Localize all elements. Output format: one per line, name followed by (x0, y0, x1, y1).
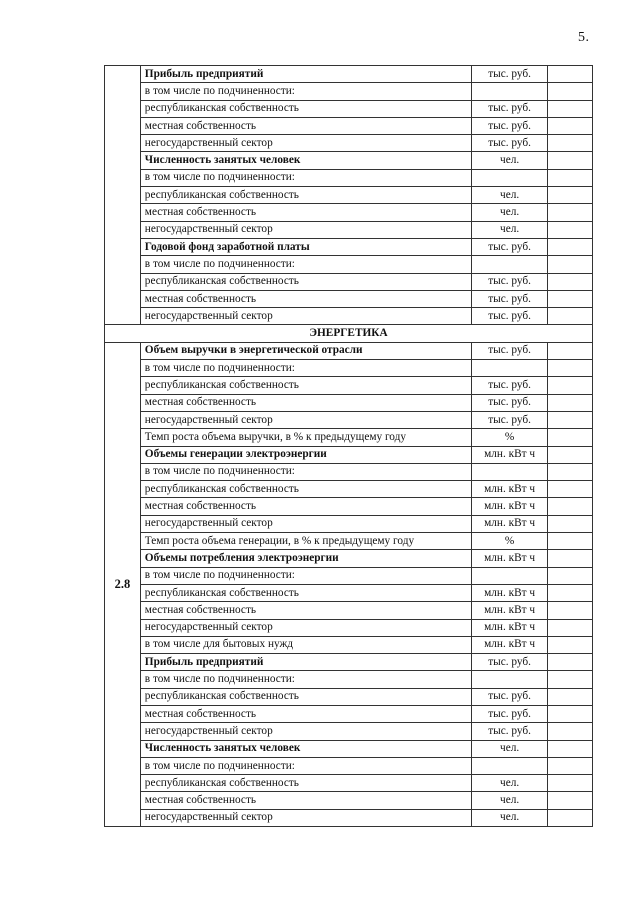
indicator-name-cell: местная собственность (140, 204, 471, 221)
indicator-name-cell: республиканская собственность (140, 688, 471, 705)
section-number-cell: 2.8 (105, 342, 141, 826)
unit-cell: млн. кВт ч (472, 619, 548, 636)
unit-cell: тыс. руб. (472, 273, 548, 290)
indicator-heading-cell: Объемы генерации электроэнергии (140, 446, 471, 463)
unit-cell (472, 83, 548, 100)
indicator-name-cell: местная собственность (140, 117, 471, 134)
indicator-name-cell: в том числе по подчиненности: (140, 463, 471, 480)
unit-cell: тыс. руб. (472, 411, 548, 428)
table-row (105, 221, 593, 238)
table-row (105, 671, 593, 688)
indicator-name-cell: в том числе по подчиненности: (140, 256, 471, 273)
value-cell (547, 100, 592, 117)
unit-cell: млн. кВт ч (472, 481, 548, 498)
table-row (105, 394, 593, 411)
value-cell (547, 533, 592, 550)
indicator-name-cell: негосударственный сектор (140, 411, 471, 428)
value-cell (547, 550, 592, 567)
indicator-name-cell: республиканская собственность (140, 377, 471, 394)
table-row (105, 775, 593, 792)
value-cell (547, 394, 592, 411)
unit-cell: млн. кВт ч (472, 498, 548, 515)
indicator-name-cell: республиканская собственность (140, 100, 471, 117)
indicator-heading-cell: Прибыль предприятий (140, 66, 471, 83)
unit-cell: тыс. руб. (472, 135, 548, 152)
unit-cell: тыс. руб. (472, 66, 548, 83)
indicator-heading-cell: Прибыль предприятий (140, 654, 471, 671)
value-cell (547, 360, 592, 377)
section-title-row (105, 325, 593, 342)
unit-cell (472, 463, 548, 480)
table-row (105, 429, 593, 446)
value-cell (547, 584, 592, 601)
indicator-name-cell: негосударственный сектор (140, 221, 471, 238)
table-row (105, 602, 593, 619)
unit-cell (472, 567, 548, 584)
indicator-name-cell: республиканская собственность (140, 775, 471, 792)
value-cell (547, 152, 592, 169)
table-row (105, 463, 593, 480)
indicator-name-cell: негосударственный сектор (140, 723, 471, 740)
unit-cell (472, 757, 548, 774)
unit-cell: млн. кВт ч (472, 636, 548, 653)
indicator-name-cell: местная собственность (140, 290, 471, 307)
value-cell (547, 654, 592, 671)
unit-cell: % (472, 533, 548, 550)
indicator-heading-cell: Численность занятых человек (140, 740, 471, 757)
unit-cell: чел. (472, 187, 548, 204)
indicator-name-cell: в том числе по подчиненности: (140, 360, 471, 377)
unit-cell (472, 256, 548, 273)
value-cell (547, 619, 592, 636)
indicator-name-cell: республиканская собственность (140, 187, 471, 204)
unit-cell: тыс. руб. (472, 394, 548, 411)
indicator-name-cell: негосударственный сектор (140, 135, 471, 152)
table-row (105, 740, 593, 757)
value-cell (547, 723, 592, 740)
indicator-name-cell: в том числе по подчиненности: (140, 757, 471, 774)
value-cell (547, 463, 592, 480)
value-cell (547, 308, 592, 325)
table-row (105, 446, 593, 463)
value-cell (547, 238, 592, 255)
unit-cell: тыс. руб. (472, 308, 548, 325)
unit-cell: тыс. руб. (472, 654, 548, 671)
value-cell (547, 169, 592, 186)
indicator-name-cell: республиканская собственность (140, 273, 471, 290)
table-row (105, 152, 593, 169)
value-cell (547, 688, 592, 705)
value-cell (547, 809, 592, 826)
value-cell (547, 567, 592, 584)
value-cell (547, 204, 592, 221)
table-row (105, 809, 593, 826)
unit-cell: тыс. руб. (472, 688, 548, 705)
indicator-name-cell: в том числе по подчиненности: (140, 671, 471, 688)
unit-cell: % (472, 429, 548, 446)
indicator-name-cell: в том числе для бытовых нужд (140, 636, 471, 653)
indicator-name-cell: в том числе по подчиненности: (140, 169, 471, 186)
unit-cell: чел. (472, 792, 548, 809)
section-number-cell (105, 66, 141, 325)
value-cell (547, 602, 592, 619)
indicator-name-cell: в том числе по подчиненности: (140, 83, 471, 100)
table-row (105, 498, 593, 515)
indicator-heading-cell: Объемы потребления электроэнергии (140, 550, 471, 567)
indicators-table (104, 65, 593, 827)
unit-cell: млн. кВт ч (472, 550, 548, 567)
table-row (105, 411, 593, 428)
indicator-heading-cell: Годовой фонд заработной платы (140, 238, 471, 255)
value-cell (547, 792, 592, 809)
table-row (105, 705, 593, 722)
unit-cell: чел. (472, 775, 548, 792)
value-cell (547, 446, 592, 463)
unit-cell: тыс. руб. (472, 377, 548, 394)
value-cell (547, 757, 592, 774)
table-row (105, 792, 593, 809)
table-row (105, 567, 593, 584)
unit-cell: тыс. руб. (472, 290, 548, 307)
table-row (105, 290, 593, 307)
page-number: 5. (578, 30, 590, 45)
indicator-heading-cell: Численность занятых человек (140, 152, 471, 169)
indicator-name-cell: республиканская собственность (140, 584, 471, 601)
table-row (105, 619, 593, 636)
indicator-name-cell: местная собственность (140, 498, 471, 515)
table-row (105, 256, 593, 273)
unit-cell: тыс. руб. (472, 117, 548, 134)
table-row (105, 135, 593, 152)
table-row (105, 584, 593, 601)
unit-cell: чел. (472, 809, 548, 826)
table-row (105, 515, 593, 532)
unit-cell: тыс. руб. (472, 100, 548, 117)
value-cell (547, 83, 592, 100)
indicator-name-cell: местная собственность (140, 705, 471, 722)
table-row (105, 204, 593, 221)
value-cell (547, 411, 592, 428)
table-row (105, 636, 593, 653)
indicator-name-cell: местная собственность (140, 394, 471, 411)
unit-cell: млн. кВт ч (472, 602, 548, 619)
table-row (105, 654, 593, 671)
unit-cell: тыс. руб. (472, 705, 548, 722)
unit-cell (472, 169, 548, 186)
table-row (105, 83, 593, 100)
value-cell (547, 775, 592, 792)
table-row (105, 688, 593, 705)
table-row (105, 481, 593, 498)
indicator-name-cell: местная собственность (140, 792, 471, 809)
indicators-table-body (105, 66, 593, 827)
unit-cell (472, 671, 548, 688)
unit-cell: млн. кВт ч (472, 446, 548, 463)
indicator-name-cell: в том числе по подчиненности: (140, 567, 471, 584)
indicator-name-cell: негосударственный сектор (140, 809, 471, 826)
indicator-name-cell: негосударственный сектор (140, 308, 471, 325)
value-cell (547, 705, 592, 722)
table-row (105, 533, 593, 550)
unit-cell: тыс. руб. (472, 238, 548, 255)
value-cell (547, 221, 592, 238)
unit-cell: чел. (472, 740, 548, 757)
value-cell (547, 498, 592, 515)
section-title: ЭНЕРГЕТИКА (105, 325, 593, 342)
unit-cell: млн. кВт ч (472, 515, 548, 532)
value-cell (547, 377, 592, 394)
indicator-name-cell: негосударственный сектор (140, 515, 471, 532)
table-row (105, 100, 593, 117)
value-cell (547, 117, 592, 134)
table-row (105, 66, 593, 83)
unit-cell: чел. (472, 152, 548, 169)
unit-cell: тыс. руб. (472, 723, 548, 740)
value-cell (547, 187, 592, 204)
value-cell (547, 636, 592, 653)
table-row (105, 273, 593, 290)
table-row (105, 238, 593, 255)
indicator-name-cell: Темп роста объема выручки, в % к предыдущему году (140, 429, 471, 446)
unit-cell: тыс. руб. (472, 342, 548, 359)
table-row (105, 360, 593, 377)
value-cell (547, 342, 592, 359)
indicator-heading-cell: Объем выручки в энергетической отрасли (140, 342, 471, 359)
table-row (105, 757, 593, 774)
indicator-name-cell: негосударственный сектор (140, 619, 471, 636)
unit-cell: чел. (472, 204, 548, 221)
table-row (105, 550, 593, 567)
value-cell (547, 256, 592, 273)
unit-cell (472, 360, 548, 377)
table-row (105, 377, 593, 394)
value-cell (547, 671, 592, 688)
table-row (105, 308, 593, 325)
value-cell (547, 273, 592, 290)
value-cell (547, 290, 592, 307)
table-row (105, 117, 593, 134)
table-row (105, 187, 593, 204)
table-row (105, 342, 593, 359)
indicator-name-cell: местная собственность (140, 602, 471, 619)
table-row (105, 169, 593, 186)
table-row (105, 723, 593, 740)
value-cell (547, 66, 592, 83)
indicator-name-cell: республиканская собственность (140, 481, 471, 498)
value-cell (547, 135, 592, 152)
value-cell (547, 481, 592, 498)
unit-cell: чел. (472, 221, 548, 238)
value-cell (547, 429, 592, 446)
indicator-name-cell: Темп роста объема генерации, в % к предыдущему году (140, 533, 471, 550)
unit-cell: млн. кВт ч (472, 584, 548, 601)
value-cell (547, 515, 592, 532)
value-cell (547, 740, 592, 757)
